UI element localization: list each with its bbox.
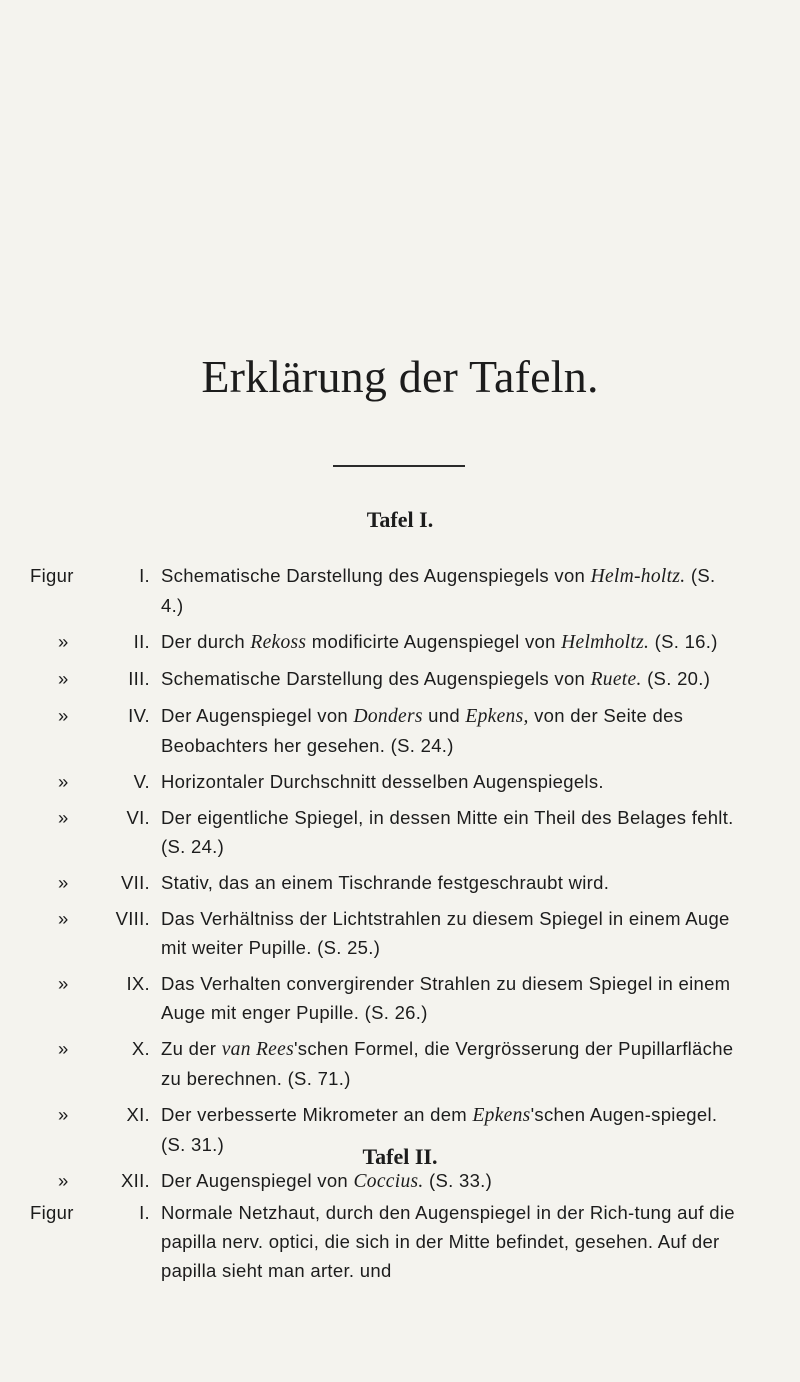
- figure-prefix: »: [58, 631, 69, 652]
- figure-numeral: XI.: [126, 1104, 150, 1125]
- figure-entry: [0, 1198, 800, 1285]
- description-text: modificirte Augenspiegel von: [306, 631, 562, 652]
- figure-entry: [0, 561, 800, 620]
- figure-prefix: »: [58, 908, 69, 929]
- figure-description: [161, 904, 739, 962]
- italic-name: Donders: [353, 706, 423, 727]
- figure-prefix: »: [58, 1170, 69, 1191]
- figure-description: [161, 561, 739, 620]
- figure-prefix: Figur: [30, 565, 74, 586]
- figure-entry: [0, 868, 800, 897]
- description-text: Horizontaler Durchschnitt desselben Augenspiegels.: [161, 771, 604, 792]
- figure-numeral: V.: [133, 771, 150, 792]
- description-text: (S. 4.): [161, 565, 716, 616]
- figure-prefix: »: [58, 1104, 69, 1125]
- section-heading-tafel-2: Tafel II.: [362, 1144, 438, 1169]
- page-title: Erklärung der Tafeln.: [201, 351, 599, 402]
- figure-prefix: »: [58, 807, 69, 828]
- figure-numeral: XII.: [121, 1170, 150, 1191]
- figure-entry: [0, 904, 800, 962]
- description-text: Stativ, das an einem Tischrande festgeschraubt wird.: [161, 872, 610, 893]
- figure-numeral: VI.: [126, 807, 150, 828]
- description-text: Zu der: [161, 1038, 222, 1059]
- description-text: und: [422, 705, 466, 726]
- figure-description: [161, 767, 739, 796]
- figure-entry: [0, 969, 800, 1027]
- section-heading-tafel-1: Tafel I.: [366, 507, 434, 532]
- description-text: Der eigentliche Spiegel, in dessen Mitte ein Theil des Belages fehlt. (S. 24.): [161, 807, 734, 857]
- figure-numeral: I.: [139, 1202, 150, 1223]
- figure-numeral: IX.: [126, 973, 150, 994]
- description-text: Normale Netzhaut, durch den Augenspiegel in der Rich-tung auf die papilla nerv. optici, die sich in der Mitte befindet, gesehen. Auf der papilla sieht man arter. und: [161, 1202, 735, 1281]
- description-text: Schematische Darstellung des Augenspiegels von: [161, 565, 591, 586]
- description-text: 'schen Augen-spiegel. (S. 31.): [161, 1104, 718, 1155]
- figure-description: [161, 868, 739, 897]
- figure-description: [161, 803, 739, 861]
- figure-description: [161, 664, 739, 694]
- figure-entry: [0, 627, 800, 657]
- figure-prefix: »: [58, 771, 69, 792]
- italic-name: Rekoss: [250, 632, 307, 653]
- figure-prefix: Figur: [30, 1202, 74, 1223]
- italic-name: Coccius.: [353, 1171, 424, 1192]
- figure-entry: [0, 701, 800, 760]
- description-text: Der durch: [161, 631, 251, 652]
- figure-numeral: X.: [131, 1038, 150, 1059]
- title-divider: [333, 465, 465, 467]
- figure-prefix: »: [58, 705, 69, 726]
- italic-name: Helmholtz.: [561, 632, 650, 653]
- italic-name: Ruete.: [590, 669, 642, 690]
- description-text: (S. 20.): [641, 668, 711, 689]
- description-text: Das Verhältniss der Lichtstrahlen zu diesem Spiegel in einem Auge mit weiter Pupille. (S. 25.): [161, 908, 730, 958]
- figure-description: [161, 1034, 739, 1093]
- figure-prefix: »: [58, 872, 69, 893]
- description-text: (S. 16.): [649, 631, 718, 652]
- figure-prefix: »: [58, 668, 69, 689]
- italic-name: van Rees: [221, 1039, 294, 1060]
- figure-description: [161, 1198, 739, 1285]
- italic-name: Epkens: [472, 1105, 531, 1126]
- tafel-2-figure-list: [0, 1198, 800, 1292]
- description-text: Der verbesserte Mikrometer an dem: [161, 1104, 473, 1125]
- figure-numeral: IV.: [128, 705, 150, 726]
- figure-entry: [0, 1034, 800, 1093]
- figure-entry: [0, 767, 800, 796]
- figure-description: [161, 969, 739, 1027]
- italic-name: Epkens,: [465, 706, 529, 727]
- figure-prefix: »: [58, 973, 69, 994]
- description-text: 'schen Formel, die Vergrösserung der Pupillarfläche zu berechnen. (S. 71.): [161, 1038, 734, 1089]
- tafel-1-figure-list: [0, 561, 800, 1203]
- italic-name: Helm-holtz.: [590, 566, 686, 587]
- description-text: Der Augenspiegel von: [161, 1170, 354, 1191]
- figure-entry: [0, 664, 800, 694]
- description-text: von der Seite des Beobachters her gesehen. (S. 24.): [161, 705, 684, 756]
- description-text: (S. 33.): [423, 1170, 493, 1191]
- figure-numeral: I.: [139, 565, 150, 586]
- figure-description: [161, 627, 739, 657]
- figure-description: [161, 701, 739, 760]
- figure-numeral: VIII.: [115, 908, 150, 929]
- figure-entry: [0, 1166, 800, 1196]
- description-text: Schematische Darstellung des Augenspiegels von: [161, 668, 591, 689]
- figure-numeral: VII.: [121, 872, 150, 893]
- figure-numeral: II.: [133, 631, 150, 652]
- figure-numeral: III.: [128, 668, 150, 689]
- figure-description: [161, 1166, 739, 1196]
- description-text: Das Verhalten convergirender Strahlen zu diesem Spiegel in einem Auge mit enger Pupille. (S. 26.): [161, 973, 731, 1023]
- figure-entry: [0, 803, 800, 861]
- figure-prefix: »: [58, 1038, 69, 1059]
- description-text: Der Augenspiegel von: [161, 705, 354, 726]
